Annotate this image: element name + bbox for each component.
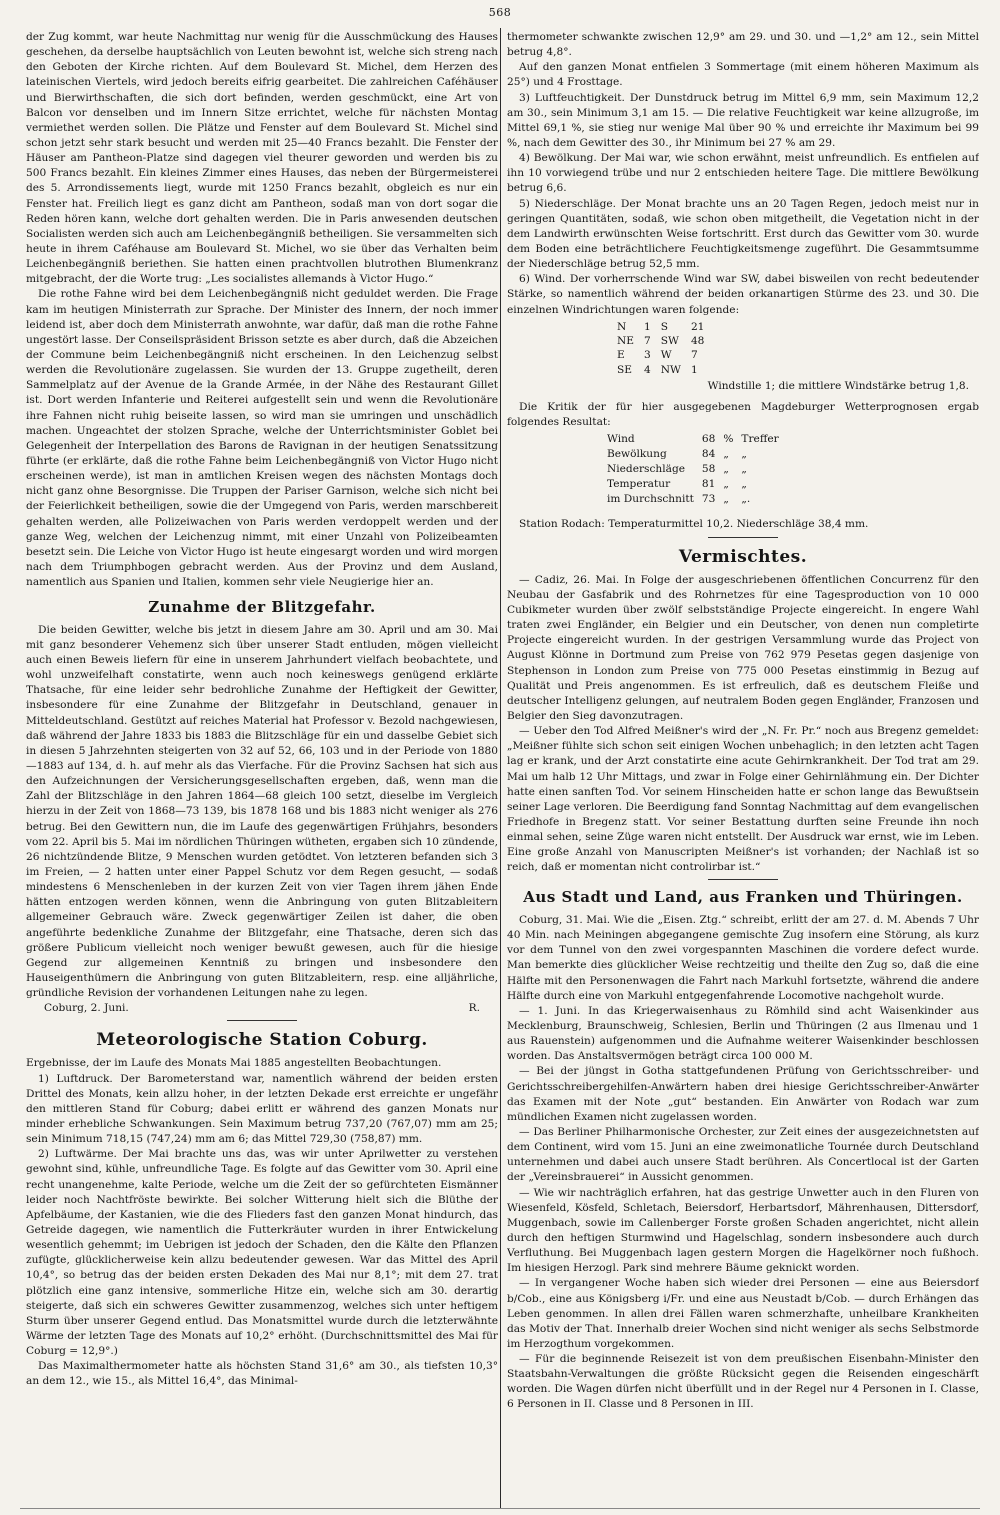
article-orphanage: — 1. Juni. In das Kriegerwaisenhaus zu Römhild sind acht Waisenkinder aus Mecklenburg, Braunschweig, Schlesien, Berlin und Thüringen (2 aus Ilmenau und 1 aus Rauenstein) aufgenommen und die Aufnahme weiterer Waisenkinder beschlossen worden. Das Anstaltsvermögen beträgt circa 100 000 M. <box>507 1004 979 1063</box>
wind-calm-note: Windstille 1; die mittlere Windstärke betrug 1,8. <box>707 379 969 392</box>
signature-place-date: Coburg, 2. Juni. <box>44 1002 129 1015</box>
heading-miscellaneous: Vermischtes. <box>678 546 808 567</box>
heading-town-and-country: Aus Stadt und Land, aus Franken und Thüringen. <box>523 888 963 907</box>
table-row: Wind 68 % Treffer <box>607 433 779 446</box>
table-row: Niederschläge 58 „ „ <box>607 463 747 476</box>
table-row: SE 4 NW 1 <box>617 363 698 376</box>
article-cadiz: — Cadiz, 26. Mai. In Folge der ausgeschriebenen öffentlichen Concurrenz für den Neubau der Gasfabrik und des Rohrnetzes für eine Tagesproduction von 10 000 Cubikmeter wurden über zwölf selbstständige Projecte eingereicht. In engere Wahl traten zwei Engländer, ein Belgier und ein Deutscher, von denen nun completirte Projecte eingereicht wurden. In der gestrigen Versammlung wurde das Project von August Klönne in Dortmund zum Preise von 762 979 Pesetas gegen dasjenige von Stephenson in London zum Preise von 775 000 Pesetas einstimmig in Bezug auf Qualität und Preis angenommen. Es ist erfreulich, daß es deutschem Fleiße und deutscher Intelligenz gelungen, auf neutralem Boden gegen Engländer, Franzosen und Belgier den Sieg davonzutragen. <box>507 573 979 722</box>
meteo-humidity: 3) Luftfeuchtigkeit. Der Dunstdruck betrug im Mittel 6,9 mm, sein Maximum 12,2 am 30., sein Minimum 3,1 am 15. — Die relative Feuchtigkeit war keine allzugroße, im Mittel 69,1 %, sie stieg nur wenige Mal über 90 % und erreichte ihr Maximum bei 99 %, nach dem Gewitter des 30., ihr Minimum bei 27 % am 29. <box>507 91 979 149</box>
article-suicides: — In vergangener Woche haben sich wieder drei Personen — eine aus Beiersdorf b/Cob., eine aus Königsberg i/Fr. und eine aus Neustadt b/Cob. — durch Erhängen das Leben genommen. In allen drei Fällen waren schmerzhafte, unheilbare Krankheiten das Motiv der That. Innerhalb dreier Wochen sind nicht weniger als sechs Selbstmorde im Herzogthum vorgekommen. <box>507 1277 979 1350</box>
signature-initial: R. <box>468 1002 480 1015</box>
article-signature <box>26 1001 498 1016</box>
heading-lightning-danger: Zunahme der Blitzgefahr. <box>148 598 376 617</box>
meteo-wind: 6) Wind. Der vorherrschende Wind war SW, dabei bisweilen von recht bedeutender Stärke, so namentlich während der beiden orkanartigen Stürme des 23. und 30. Die einzelnen Windrichtungen waren folgende: <box>507 273 979 316</box>
article-coburg-train: Coburg, 31. Mai. Wie die „Eisen. Ztg.“ schreibt, erlitt der am 27. d. M. Abends 7 Uhr 40 Min. nach Meiningen abgegangene gemischte Zug insofern eine Störung, als kurz vor dem Tunnel von den zwei vorgespannten Maschinen die vordere defect wurde. Man bemerkte dies glücklicher Weise rechtzeitig und theilte den Zug so, daß die eine Hälfte mit den Personenwagen die Fahrt nach Markuhl fortsetzte, während die andere Hälfte durch eine von Markuhl entgegenfahrende Locomotive nachgeholt wurde. <box>507 913 979 1002</box>
table-row: im Durchschnitt 73 „ „. <box>607 493 751 506</box>
article-red-flag: Die rothe Fahne wird bei dem Leichenbegängniß nicht geduldet werden. Die Frage kam im heutigen Ministerrath zur Sprache. Der Minister des Innern, der noch immer leidend ist, aber doch dem Ministerrath anwohnte, war dafür, daß man die rothe Fahne ungestört lasse. Der Conseilspräsident Brisson setzte es aber durch, daß die Abzeichen der Commune beim Leichenbegängniß nicht erscheinen. In den Leichenzug selbst werden die Revolutionäre zugelassen. Sie wurden der 13. Gruppe zugetheilt, deren Sammelplatz auf der Avenue de la Grande Armée, in der Nähe des Restaurant Gillet ist. Dort werden Infanterie und Reiterei aufgestellt sein und wenn die Revolutionäre ihre Fahnen nicht ruhig beiseite lassen, so wird man sie umringen und unschädlich machen. Ungeachtet der stolzen Sprache, welche der Unterrichtsminister Goblet bei Gelegenheit der Interpellation des Barons de Ravignan in der heutigen Senatssitzung führte (er erklärte, daß die rothe Fahne beim Leichenbegängniß von Victor Hugo nicht erscheinen werde), ist man in amtlichen Kreisen wegen des nächsten Montags doch nicht ganz ohne Besorgnisse. Die Truppen der Pariser Garnison, welche sich nicht bei der Feierlichkeit betheiligen, sowie die der Umgegend von Paris, werden marschbereit gehalten werden, alle Polizeiwachen von Paris werden verdoppelt werden und der ganze Weg, welchen der Leichenzug nimmt, mit einer Unzahl von Polizeibeamten besetzt sein. Die Leiche von Victor Hugo ist heute eingesargt worden und wird morgen nach dem Triumphbogen gebracht werden. Aus der Provinz und dem Ausland, namentlich aus Spanien und Italien, kommen sehr viele Neugierige hier an. <box>26 288 498 589</box>
table-row: N 1 S 21 <box>617 320 705 333</box>
table-row: Temperatur 81 „ „ <box>607 478 747 491</box>
meteo-max-thermometer: Das Maximalthermometer hatte als höchsten Stand 31,6° am 30., als tiefsten 10,3° an dem 12., wie 15., als Mittel 16,4°, das Minimal- <box>26 1360 498 1388</box>
page-number: 568 <box>488 6 512 19</box>
meteo-intro: Ergebnisse, der im Laufe des Monats Mai 1885 angestellten Beobachtungen. <box>26 1057 442 1070</box>
table-row: E 3 W 7 <box>617 349 698 362</box>
column-divider <box>500 28 501 1508</box>
meteo-air-temperature: 2) Luftwärme. Der Mai brachte uns das, was wir unter Aprilwetter zu verstehen gewohnt sind, kühle, unfreundliche Tage. Es folgte auf das Gewitter vom 30. April eine recht unangenehme, kalte Periode, welche um die Zeit der so gefürchteten Eismänner leider noch Nachtfröste bewirkte. Bei solcher Witterung hielt sich die Blüthe der Apfelbäume, der Kastanien, wie die des Flieders fast den ganzen Monat hindurch, das Getreide dagegen, wie namentlich die Futterkräuter wurden in ihrer Entwickelung wesentlich gehemmt; im Uebrigen ist jedoch der Schaden, den die Kälte den Pflanzen zufügte, glücklicherweise kein allzu bedeutender gewesen. War das Mittel des April 10,4°, so betrug das der beiden ersten Dekaden des Mai nur 8,1°; mit dem 27. trat plötzlich eine ganz intensive, sommerliche Hitze ein, welche sich am 30. derartig steigerte, daß sich ein schweres Gewitter zusammenzog, welches sich unter heftigem Sturm über unserer Gegend entlud. Das Monatsmittel wurde durch die letzterwähnte Wärme der letzten Tage des Monats auf 10,2° erhöht. (Durchschnittsmittel des Mai für Coburg = 12,9°.) <box>26 1148 498 1358</box>
article-paris-continued: der Zug kommt, war heute Nachmittag nur wenig für die Ausschmückung des Hauses geschehen, da derselbe hauptsächlich von Leuten bewohnt ist, welche sich streng nach den Geboten der Kirche richten. Auf dem Boulevard St. Michel, dem Herzen des lateinischen Viertels, wird jedoch bereits eifrig gearbeitet. Die zahlreichen Caféhäuser und Bierwirthschaften, die sich dort befinden, werden geschmückt, eine Art von Balcon vor denselben und im Innern Sitze errichtet, welche für nächsten Montag vermiethet werden sollen. Die Plätze und Fenster auf dem Boulevard St. Michel sind schon jetzt sehr stark besucht und werden mit 25—40 Francs bezahlt. Die Fenster der Häuser am Pantheon-Platze sind dagegen viel theurer geworden und werden bis zu 500 Francs bezahlt. Ein kleines Zimmer eines Hauses, das neben der Bürgermeisterei des 5. Arrondissements liegt, wurde mit 1250 Francs bezahlt, obgleich es nur ein Fenster hat. Freilich liegt es ganz dicht am Pantheon, sodaß man von dort sogar die Reden hören kann, welche dort gehalten werden. Die in Paris anwesenden deutschen Socialisten werden sich auch am Leichenbegängniß betheiligen. Sie versammelten sich heute in ihrem Caféhause am Boulevard St. Michel, wo sie über das Verhalten beim Leichenbegängniß beriethen. Sie hatten einen prachtvollen blutrothen Blumenkranz mitgebracht, der die Worte trug: „Les socialistes allemands à Victor Hugo.“ <box>26 31 498 286</box>
meteo-air-pressure: 1) Luftdruck. Der Barometerstand war, namentlich während der beiden ersten Drittel des Monats, kein allzu hoher, in der letzten Dekade erst erreichte er ungefähr den mittleren Stand für Coburg; dabei erlitt er während des ganzen Monats nur minder erhebliche Schwankungen. Sein Maximum betrug 737,20 (767,07) mm am 25; sein Minimum 718,15 (747,24) mm am 6; das Mittel 729,30 (758,87) mm. <box>26 1072 498 1146</box>
meteo-summer-days: Auf den ganzen Monat entfielen 3 Sommertage (mit einem höheren Maximum als 25°) und 4 Frosttage. <box>507 61 979 89</box>
section-rule <box>708 537 778 538</box>
table-row: NE 7 SW 48 <box>617 334 705 347</box>
article-lightning: Die beiden Gewitter, welche bis jetzt in diesem Jahre am 30. April und am 30. Mai mit ganz besonderer Vehemenz sich über unserer Stadt entluden, mögen vielleicht auch einen Beweis liefern für eine in unserem Jahrhundert vielfach beobachtete, und wohl unzweifelhaft constatirte, wenn auch noch keineswegs genügend erklärte Thatsache, für eine leider sehr bedrohliche Zunahme der Heftigkeit der Gewitter, insbesondere für eine Zunahme der Blitzgefahr in Deutschland, genauer in Mitteldeutschland. Gestützt auf reiches Material hat Professor v. Bezold nachgewiesen, daß während der Jahre 1833 bis 1883 die Blitzschläge für ein und dasselbe Gebiet sich in diesen 5 Jahrzehnten steigerten von 32 auf 52, 66, 103 und in der Periode von 1880—1883 auf 134, d. h. auf mehr als das Vierfache. Für die Provinz Sachsen hat sich aus den Aufzeichnungen der Versicherungsgesellschaften ergeben, daß, wenn man die Zahl der Blitzschläge in den Jahren 1864—68 gleich 100 setzt, dieselbe im Vergleich hierzu in der Zeit von 1868—73 139, bis 1878 168 und bis 1883 nicht weniger als 276 betrug. Bei den Gewittern nun, die im Laufe des gegenwärtigen Frühjahrs, besonders vom 22. April bis 5. Mai im nördlichen Thüringen wütheten, ergaben sich 10 zündende, 26 nichtzündende Blitze, 9 Menschen wurden getödtet. Von letzteren befanden sich 3 im Freien, — 2 hatten unter einer Pappel Schutz vor dem Regen gesucht, — sodaß mindestens 6 Menschenleben in der kurzen Zeit von vier Tagen ihrem jähen Ende hätten entzogen werden können, wenn die Anbringung von guten Blitzableitern allgemeiner Gebrauch wäre. Zweck gegenwärtiger Zeilen ist daher, die oben angeführte bedenkliche Zunahme der Blitzgefahr, eine Thatsache, deren sich das größere Publicum vielleicht noch weniger bewußt gewesen, auch für die hiesige Gegend zur allgemeinen Kenntniß zu bringen und insbesondere den Hauseigenthümern die Anbringung von guten Blitzableitern, resp. eine alljährliche, gründliche Revision der vorhandenen Leitungen nahe zu legen. <box>26 623 498 1000</box>
article-gotha-exam: — Bei der jüngst in Gotha stattgefundenen Prüfung von Gerichtsschreiber- und Gerichtsschreibergehilfen-Anwärtern haben drei hiesige Gerichtsschreiber-Anwärter das Examen mit der Note „gut“ bestanden. Ein Anwärter von Rodach war zum mündlichen Examen nicht zugelassen worden. <box>507 1065 979 1123</box>
heading-meteorological-station: Meteorologische Station Coburg. <box>96 1030 428 1051</box>
meteo-cloud-cover: 4) Bewölkung. Der Mai war, wie schon erwähnt, meist unfreundlich. Es entfielen auf ihn 10 vorwiegend trübe und nur 2 entschieden heitere Tage. Die mittlere Bewölkung betrug 6,6. <box>507 152 979 195</box>
right-column <box>507 30 979 1500</box>
forecast-critique-table <box>607 432 787 507</box>
article-storm-damage: — Wie wir nachträglich erfahren, hat das gestrige Unwetter auch in den Fluren von Wiesenfeld, Kösfeld, Schletach, Beiersdorf, Herbartsdorf, Mährenhausen, Dittersdorf, Muggenbach, sowie im Callenberger Forste großen Schaden angerichtet, nicht allein durch den heftigen Sturmwind und Hagelschlag, sondern insbesondere auch durch Verfluthung. Bei Muggenbach lagen gestern Morgen die Hagelkörner noch fußhoch. Im hiesigen Herzogl. Park sind mehrere Bäume geknickt worden. <box>507 1186 979 1275</box>
article-philharmonic: — Das Berliner Philharmonische Orchester, zur Zeit eines der ausgezeichnetsten auf dem Continent, wird vom 15. Juni an eine zweimonatliche Tournée durch Deutschland unternehmen und dabei auch unsere Stadt berühren. Als Concertlocal ist der Garten der „Vereinsbrauerei“ in Aussicht genommen. <box>507 1125 979 1184</box>
meteo-min-thermometer: thermometer schwankte zwischen 12,9° am 29. und 30. und —1,2° am 12., sein Mittel betrug 4,8°. <box>507 31 979 59</box>
station-rodach: Station Rodach: Temperaturmittel 10,2. Niederschläge 38,4 mm. <box>519 518 869 531</box>
page-bottom-rule <box>20 1508 980 1509</box>
article-meissner: — Ueber den Tod Alfred Meißner's wird der „N. Fr. Pr.“ noch aus Bregenz gemeldet: „Meißner fühlte sich schon seit einigen Wochen unbehaglich; in den letzten acht Tagen lag er krank, und der Arzt constatirte eine acute Gehirnkrankheit. Der Tod trat am 29. Mai um halb 12 Uhr Mittags, und zwar in Folge einer Gehirnlähmung ein. Der Dichter hatte einen sanften Tod. Vor seinem Hinscheiden hatte er schon lange das Bewußtsein seiner Lage verloren. Die Beerdigung fand Sonntag Nachmittag auf dem evangelischen Friedhofe in Bregenz statt. Vor seiner Bestattung durften seine Freunde ihn noch einmal sehen, seine Züge waren nicht entstellt. Der Ausdruck war ernst, wie im Leben. Eine große Anzahl von Manuscripten Meißner's ist vorhanden; der Nachlaß ist so reich, daß er momentan nicht controlirbar ist.“ <box>507 725 979 874</box>
left-column <box>26 30 498 1500</box>
forecast-critique-intro: Die Kritik der für hier ausgegebenen Magdeburger Wetterprognosen ergab folgendes Resultat: <box>507 401 979 429</box>
meteo-precipitation: 5) Niederschläge. Der Monat brachte uns an 20 Tagen Regen, jedoch meist nur in geringen Quantitäten, sodaß, wie schon oben mitgetheilt, die Vegetation nicht in der dem Landwirth erwünschten Weise fortschritt. Erst durch das Gewitter vom 30. wurde dem Boden eine beträchtlichere Feuchtigkeitsmenge zugeführt. Die Gesammtsumme der Niederschläge betrug 52,5 mm. <box>507 197 979 271</box>
wind-direction-table <box>617 320 714 377</box>
article-railway-travel: — Für die beginnende Reisezeit ist von dem preußischen Eisenbahn-Minister den Staatsbahn-Verwaltungen die größte Rücksicht gegen die Reisenden eingeschärft worden. Die Wagen dürfen nicht überfüllt und in der Regel nur 4 Personen in I. Classe, 6 Personen in II. Classe und 8 Personen in III. <box>507 1353 979 1411</box>
table-row: Bewölkung 84 „ „ <box>607 448 747 461</box>
section-rule <box>708 879 778 880</box>
section-rule <box>227 1020 297 1021</box>
